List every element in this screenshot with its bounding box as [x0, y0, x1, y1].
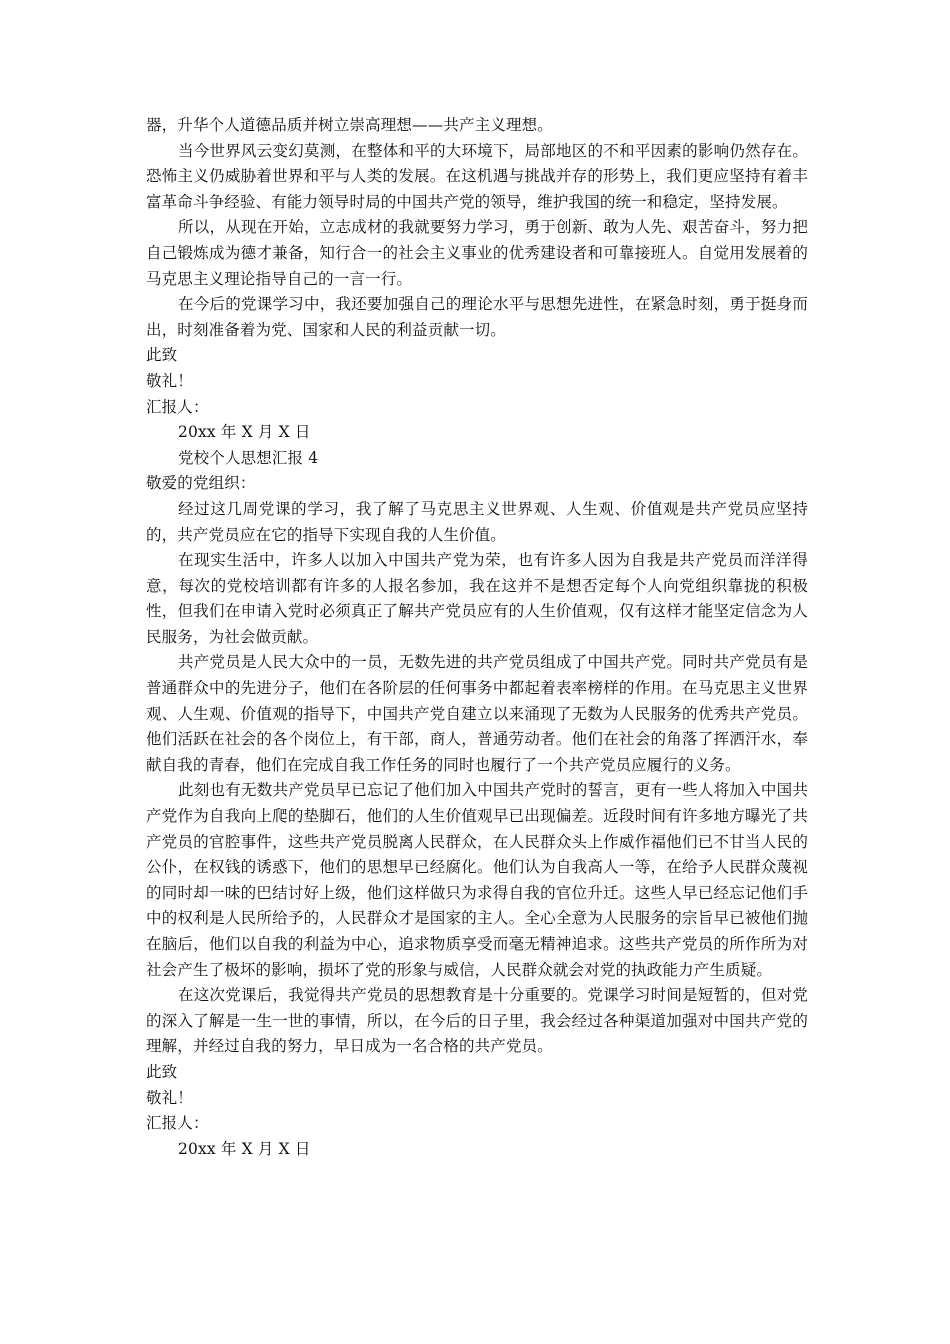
paragraph: 共产党员是人民大众中的一员，无数先进的共产党员组成了中国共产党。同时共产党员有是普通群众中的先进分子，他们在各阶层的任何事务中都起着表率榜样的作用。在马克思主义世界观、人生观、价值观的指导下，中国共产党自建立以来涌现了无数为人民服务的优秀共产党员。他们活跃在社会的各个岗位上，有干部，商人，普通劳动者。他们在社会的角落了挥洒汗水，奉献自我的青春，他们在完成自我工作任务的同时也履行了一个共产党员应履行的义务。	[146, 653, 808, 774]
reporter-line: 汇报人：	[146, 1114, 209, 1133]
closing-line: 此致	[146, 346, 178, 365]
date-line: 20xx 年 X 月 X 日	[178, 1139, 311, 1158]
closing-line: 此致	[146, 1062, 178, 1081]
reporter-line: 汇报人：	[146, 397, 209, 416]
document-page	[146, 113, 808, 1162]
paragraph: 当今世界风云变幻莫测，在整体和平的大环境下，局部地区的不和平因素的影响仍然存在。恐怖主义仍威胁着世界和平与人类的发展。在这机遇与挑战并存的形势上，我们更应坚持有着丰富革命斗争经验、有能力领导时局的中国共产党的领导，维护我国的统一和稳定，坚持发展。	[146, 141, 808, 211]
greeting-line: 敬爱的党组织：	[146, 474, 256, 493]
paragraph: 在这次党课后，我觉得共产党员的思想教育是十分重要的。党课学习时间是短暂的，但对党的深入了解是一生一世的事情，所以，在今后的日子里，我会经过各种渠道加强对中国共产党的理解，并经过自我的努力，早日成为一名合格的共产党员。	[146, 986, 808, 1056]
paragraph: 经过这几周党课的学习，我了解了马克思主义世界观、人生观、价值观是共产党员应坚持的，共产党员应在它的指导下实现自我的人生价值。	[146, 499, 808, 544]
date-line: 20xx 年 X 月 X 日	[178, 423, 311, 442]
paragraph: 在现实生活中，许多人以加入中国共产党为荣，也有许多人因为自我是共产党员而洋洋得意，每次的党校培训都有许多的人报名参加，我在这并不是想否定每个人向党组织靠拢的积极性，但我们在申请入党时必须真正了解共产党员应有的人生价值观，仅有这样才能坚定信念为人民服务，为社会做贡献。	[146, 551, 808, 646]
paragraph: 所以，从现在开始，立志成材的我就要努力学习，勇于创新、敢为人先、艰苦奋斗，努力把自己锻炼成为德才兼备，知行合一的社会主义事业的优秀建设者和可靠接班人。自觉用发展着的马克思主义理论指导自己的一言一行。	[146, 218, 808, 288]
salute-line: 敬礼！	[146, 1088, 193, 1107]
paragraph: 此刻也有无数共产党员早已忘记了他们加入中国共产党时的誓言，更有一些人将加入中国共产党作为自我向上爬的垫脚石，他们的人生价值观早已出现偏差。近段时间有许多地方曝光了共产党员的官腔事件，这些共产党员脱离人民群众，在人民群众头上作威作福他们已不甘当人民的公仆，在权钱的诱惑下，他们的思想早已经腐化。他们认为自我高人一等，在给予人民群众蔑视的同时却一味的巴结讨好上级，他们这样做只为求得自我的官位升迁。这些人早已经忘记他们手中的权利是人民所给予的，人民群众才是国家的主人。全心全意为人民服务的宗旨早已被他们抛在脑后，他们以自我的利益为中心，追求物质享受而毫无精神追求。这些共产党员的所作所为对社会产生了极坏的影响，损坏了党的形象与威信，人民群众就会对党的执政能力产生质疑。	[146, 781, 808, 979]
paragraph: 在今后的党课学习中，我还要加强自己的理论水平与思想先进性，在紧急时刻，勇于挺身而出，时刻准备着为党、国家和人民的利益贡献一切。	[146, 295, 808, 339]
section-title: 党校个人思想汇报 4	[178, 448, 319, 467]
paragraph-continuation: 器，升华个人道德品质并树立崇高理想——共产主义理想。	[146, 116, 553, 134]
salute-line: 敬礼！	[146, 371, 193, 390]
